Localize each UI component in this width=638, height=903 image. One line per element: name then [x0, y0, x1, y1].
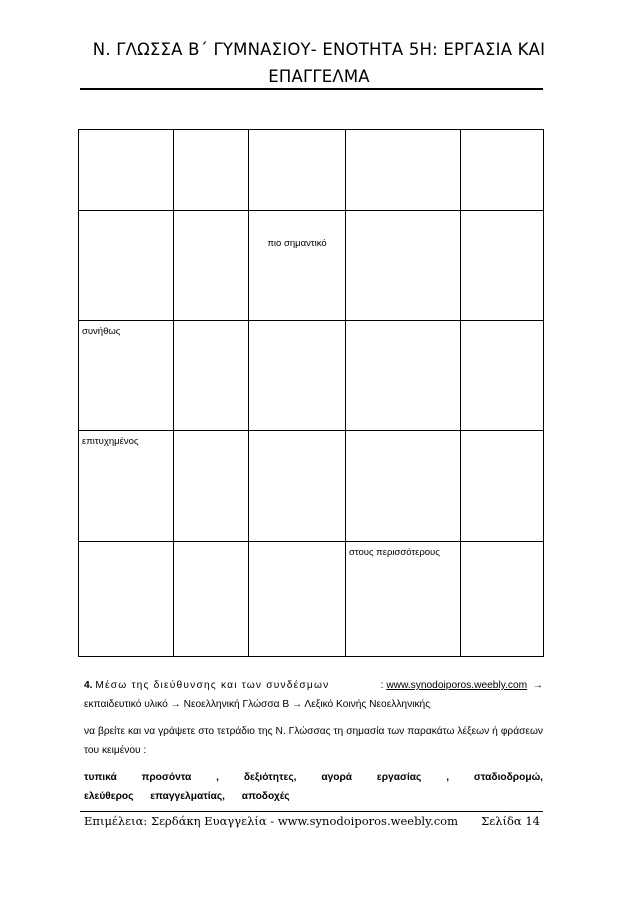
table-row — [79, 431, 544, 542]
page-header — [80, 36, 558, 90]
table-cell[interactable] — [346, 321, 461, 431]
exercise-table — [78, 129, 544, 657]
question-4 — [84, 676, 543, 814]
question-path: εκπαιδευτικό υλικό → Νεοελληνική Γλώσσα Β → Λεξικό Κοινής Νεοελληνικής — [84, 699, 431, 710]
table-cell[interactable] — [249, 321, 346, 431]
header-divider — [80, 88, 543, 90]
synodoiporos-link[interactable]: www.synodoiporos.weebly.com — [386, 680, 528, 691]
question-instruction: να βρείτε και να γράψετε στο τετράδιο της Ν. Γλώσσας τη σημασία των παρακάτω λέξεων ή φράσεων του κειμένου : — [84, 726, 543, 756]
table-cell[interactable] — [461, 130, 544, 211]
page-footer — [84, 814, 540, 828]
table-row — [79, 130, 544, 211]
table-cell[interactable] — [79, 130, 174, 211]
table-cell[interactable] — [461, 542, 544, 657]
table-cell[interactable] — [174, 431, 249, 542]
page-number: Σελίδα 14 — [481, 814, 540, 828]
table-cell[interactable] — [79, 211, 174, 321]
footer-credit: Επιμέλεια: Σερδάκη Ευαγγελία - www.synodoiporos.weebly.com — [84, 814, 458, 828]
table-cell[interactable] — [174, 211, 249, 321]
table-cell[interactable] — [79, 542, 174, 657]
table-cell[interactable] — [346, 130, 461, 211]
table-cell[interactable] — [249, 130, 346, 211]
cell-text-pio-simantiko: πιο σημαντικό — [267, 238, 327, 249]
question-intro: Μέσω της διεύθυνσης και των συνδέσμων — [95, 680, 330, 691]
table-row — [79, 542, 544, 657]
question-4-intro — [84, 676, 543, 714]
header-title-line1: Ν. ΓΛΩΣΣΑ Β΄ ΓΥΜΝΑΣΙΟΥ- ΕΝΟΤΗΤΑ 5Η: ΕΡΓΑΣΙΑ ΚΑΙ — [92, 40, 546, 59]
table-cell[interactable]: επιτυχημένος — [79, 431, 174, 542]
table-row — [79, 211, 544, 321]
table-cell[interactable] — [249, 211, 346, 321]
table-cell[interactable]: στους περισσότερους — [346, 542, 461, 657]
header-title-line2: ΕΠΑΓΓΕΛΜΑ — [268, 67, 370, 86]
table-cell[interactable] — [174, 321, 249, 431]
question-words: τυπικά προσόντα , δεξιότητες, αγορά εργασίας , σταδιοδρομώ, ελεύθερος επαγγελματίας, αποδοχές — [84, 772, 543, 802]
table-cell[interactable] — [174, 542, 249, 657]
question-colon: : — [380, 680, 384, 691]
table-cell[interactable]: συνήθως — [79, 321, 174, 431]
table-cell[interactable] — [174, 130, 249, 211]
table-cell[interactable] — [461, 431, 544, 542]
table-cell[interactable] — [346, 211, 461, 321]
question-number: 4. — [84, 680, 93, 691]
table-cell[interactable] — [461, 321, 544, 431]
table-cell[interactable] — [249, 431, 346, 542]
arrow-glyph: → — [532, 680, 543, 691]
table-cell[interactable] — [346, 431, 461, 542]
table-cell[interactable] — [461, 211, 544, 321]
table-row — [79, 321, 544, 431]
table-cell[interactable] — [249, 542, 346, 657]
footer-divider — [80, 811, 543, 812]
